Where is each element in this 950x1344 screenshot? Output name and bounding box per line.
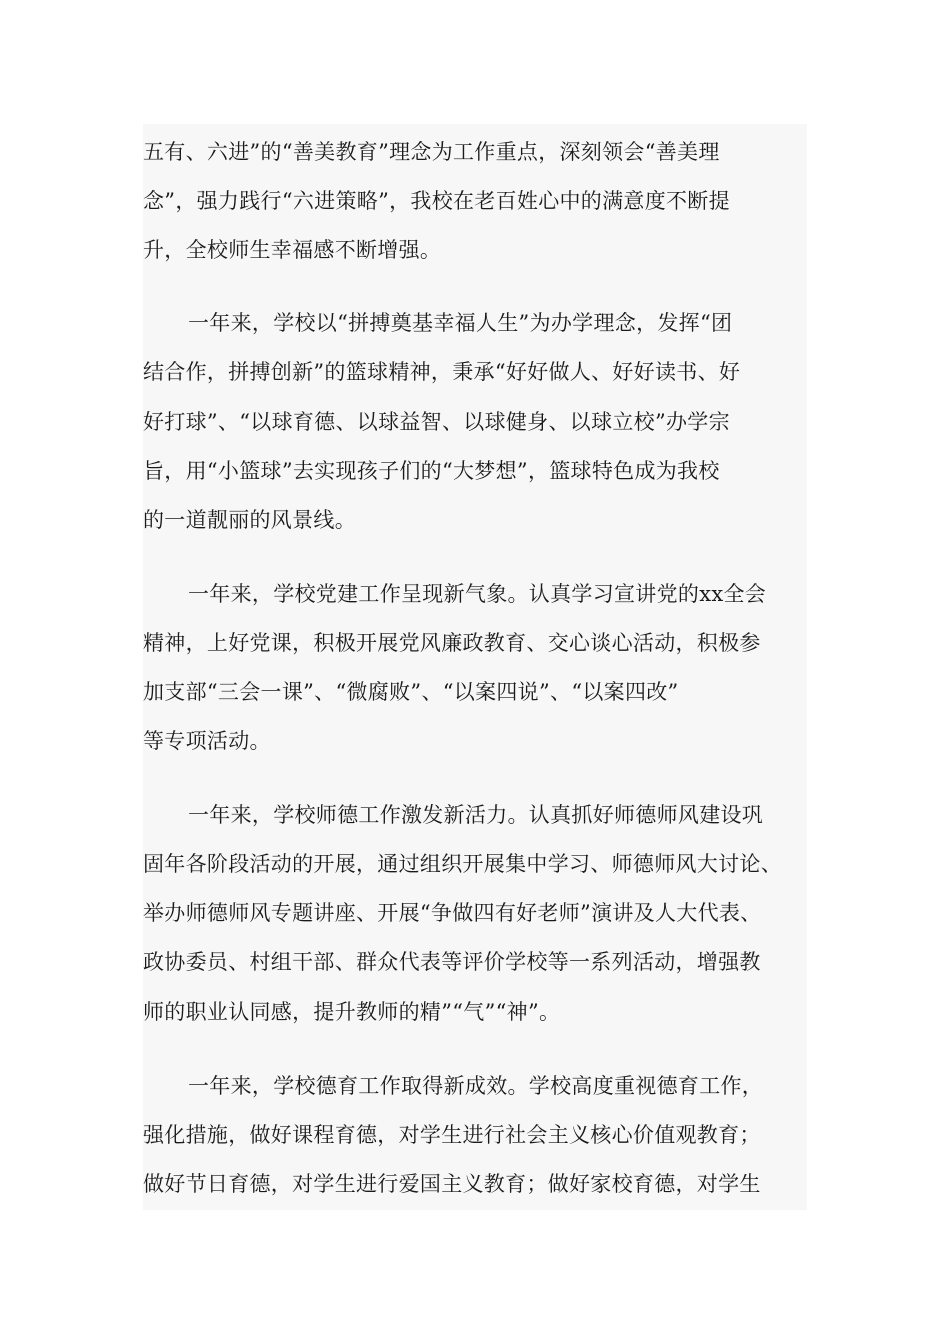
paragraph-3-line-1: 一年来，学校党建工作呈现新气象。认真学习宣讲党的xx全会 [188, 582, 767, 606]
paragraph-4-line-5: 师的职业认同感，提升教师的精”“气”“神”。 [143, 1000, 561, 1024]
paragraph-2-line-2: 结合作，拼搏创新”的篮球精神，秉承“好好做人、好好读书、好 [143, 360, 741, 384]
paragraph-1-line-2: 念”，强力践行“六进策略”，我校在老百姓心中的满意度不断提 [143, 189, 730, 213]
paragraph-1-line-3: 升，全校师生幸福感不断增强。 [143, 238, 442, 262]
paragraph-3-line-4: 等专项活动。 [143, 729, 271, 753]
paragraph-5-line-1: 一年来，学校德育工作取得新成效。学校高度重视德育工作， [188, 1074, 764, 1098]
paragraph-4-line-1: 一年来，学校师德工作激发新活力。认真抓好师德师风建设巩 [188, 803, 764, 827]
paragraph-3-line-2: 精神，上好党课，积极开展党风廉政教育、交心谈心活动，积极参 [143, 631, 761, 655]
paragraph-4-line-2: 固年各阶段活动的开展，通过组织开展集中学习、师德师风大讨论、 [143, 852, 782, 876]
paragraph-4-line-4: 政协委员、村组干部、群众代表等评价学校等一系列活动，增强教 [143, 950, 761, 974]
paragraph-5-line-2: 强化措施，做好课程育德，对学生进行社会主义核心价值观教育； [143, 1123, 761, 1147]
paragraph-4-line-3: 举办师德师风专题讲座、开展“争做四有好老师”演讲及人大代表、 [143, 901, 762, 925]
paragraph-5-line-3: 做好节日育德，对学生进行爱国主义教育；做好家校育德，对学生 [143, 1172, 761, 1196]
paragraph-2-line-3: 好打球”、“以球育德、以球益智、以球健身、以球立校”办学宗 [143, 410, 730, 434]
paragraph-2-line-5: 的一道靓丽的风景线。 [143, 508, 356, 532]
paragraph-3-line-3: 加支部“三会一课”、“微腐败”、“以案四说”、“以案四改” [143, 680, 679, 704]
paragraph-2-line-4: 旨，用“小篮球”去实现孩子们的“大梦想”，篮球特色成为我校 [143, 459, 720, 483]
paragraph-2-line-1: 一年来，学校以“拼搏奠基幸福人生”为办学理念，发挥“团 [188, 311, 733, 335]
paragraph-1-line-1: 五有、六进”的“善美教育”理念为工作重点，深刻领会“善美理 [143, 140, 720, 164]
